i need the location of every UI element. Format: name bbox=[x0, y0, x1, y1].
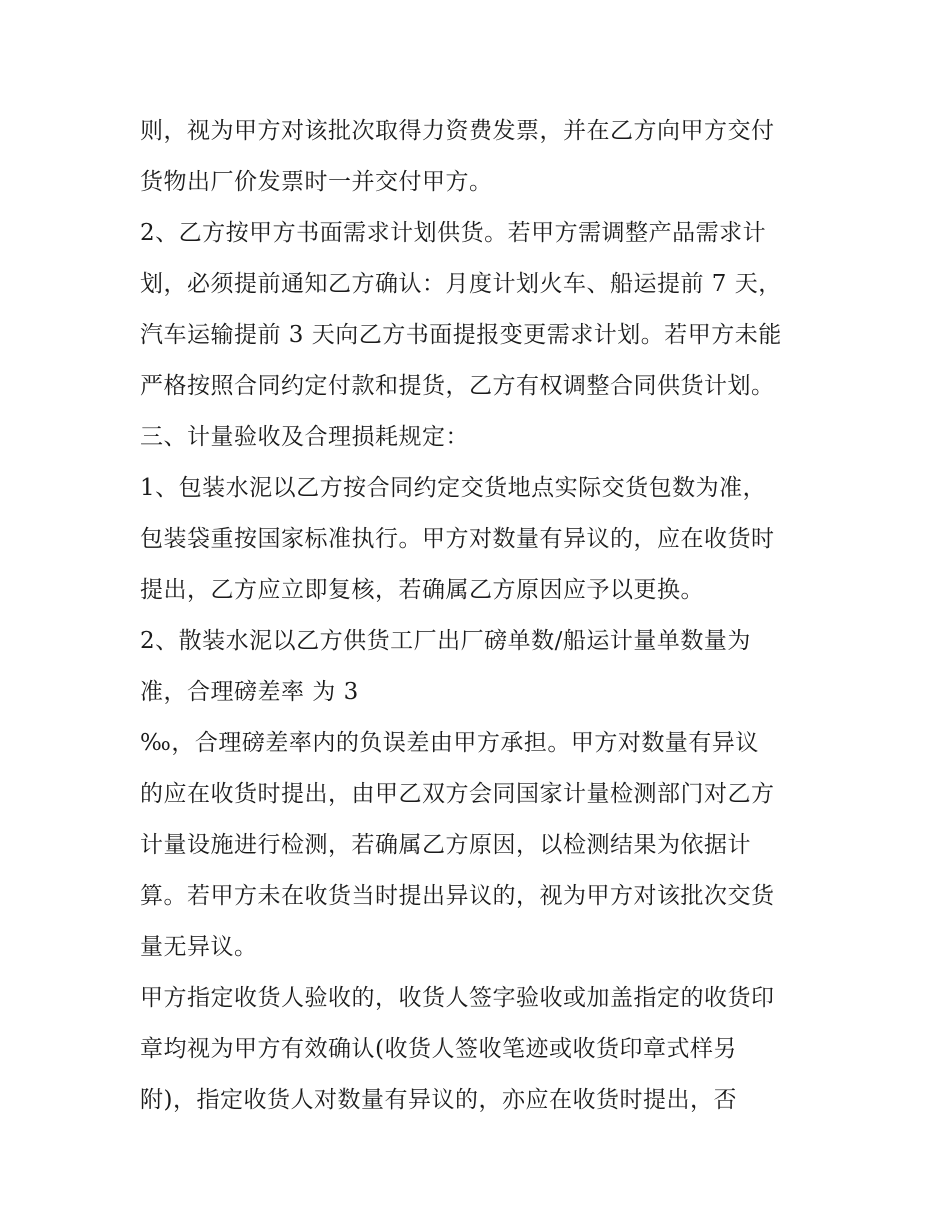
text-line: 量无异议。 bbox=[140, 934, 258, 960]
text-line: 汽车运输提前 3 天向乙方书面提报变更需求计划。若甲方未能 bbox=[140, 322, 782, 348]
text-line: 甲方指定收货人验收的，收货人签字验收或加盖指定的收货印 bbox=[140, 985, 775, 1011]
text-line: ‰，合理磅差率内的负误差由甲方承担。甲方对数量有异议 bbox=[140, 730, 759, 756]
text-line: 2、散装水泥以乙方供货工厂出厂磅单数/船运计量单数量为 bbox=[140, 628, 751, 654]
text-line: 划，必须提前通知乙方确认：月度计划火车、船运提前 7 天， bbox=[140, 271, 782, 297]
text-line: 包装袋重按国家标准执行。甲方对数量有异议的，应在收货时 bbox=[140, 526, 775, 552]
text-line: 严格按照合同约定付款和提货，乙方有权调整合同供货计划。 bbox=[140, 373, 775, 399]
text-line: 提出，乙方应立即复核，若确属乙方原因应予以更换。 bbox=[140, 577, 704, 603]
text-line: 准，合理磅差率 为 3 bbox=[140, 679, 359, 705]
text-line: 则，视为甲方对该批次取得力资费发票，并在乙方向甲方交付 bbox=[140, 118, 775, 144]
section-heading: 三、计量验收及合理损耗规定： bbox=[140, 424, 469, 450]
text-line: 货物出厂价发票时一并交付甲方。 bbox=[140, 169, 493, 195]
document-body bbox=[140, 106, 820, 1126]
text-line: 算。若甲方未在收货当时提出异议的，视为甲方对该批次交货 bbox=[140, 883, 775, 909]
text-line: 计量设施进行检测，若确属乙方原因，以检测结果为依据计 bbox=[140, 832, 751, 858]
text-line: 1、包装水泥以乙方按合同约定交货地点实际交货包数为准， bbox=[140, 475, 767, 501]
text-line: 2、乙方按甲方书面需求计划供货。若甲方需调整产品需求计 bbox=[140, 220, 767, 246]
text-line: 章均视为甲方有效确认(收货人签收笔迹或收货印章式样另 bbox=[140, 1036, 737, 1062]
text-line: 的应在收货时提出，由甲乙双方会同国家计量检测部门对乙方 bbox=[140, 781, 775, 807]
text-line: 附)，指定收货人对数量有异议的，亦应在收货时提出，否 bbox=[140, 1087, 737, 1113]
